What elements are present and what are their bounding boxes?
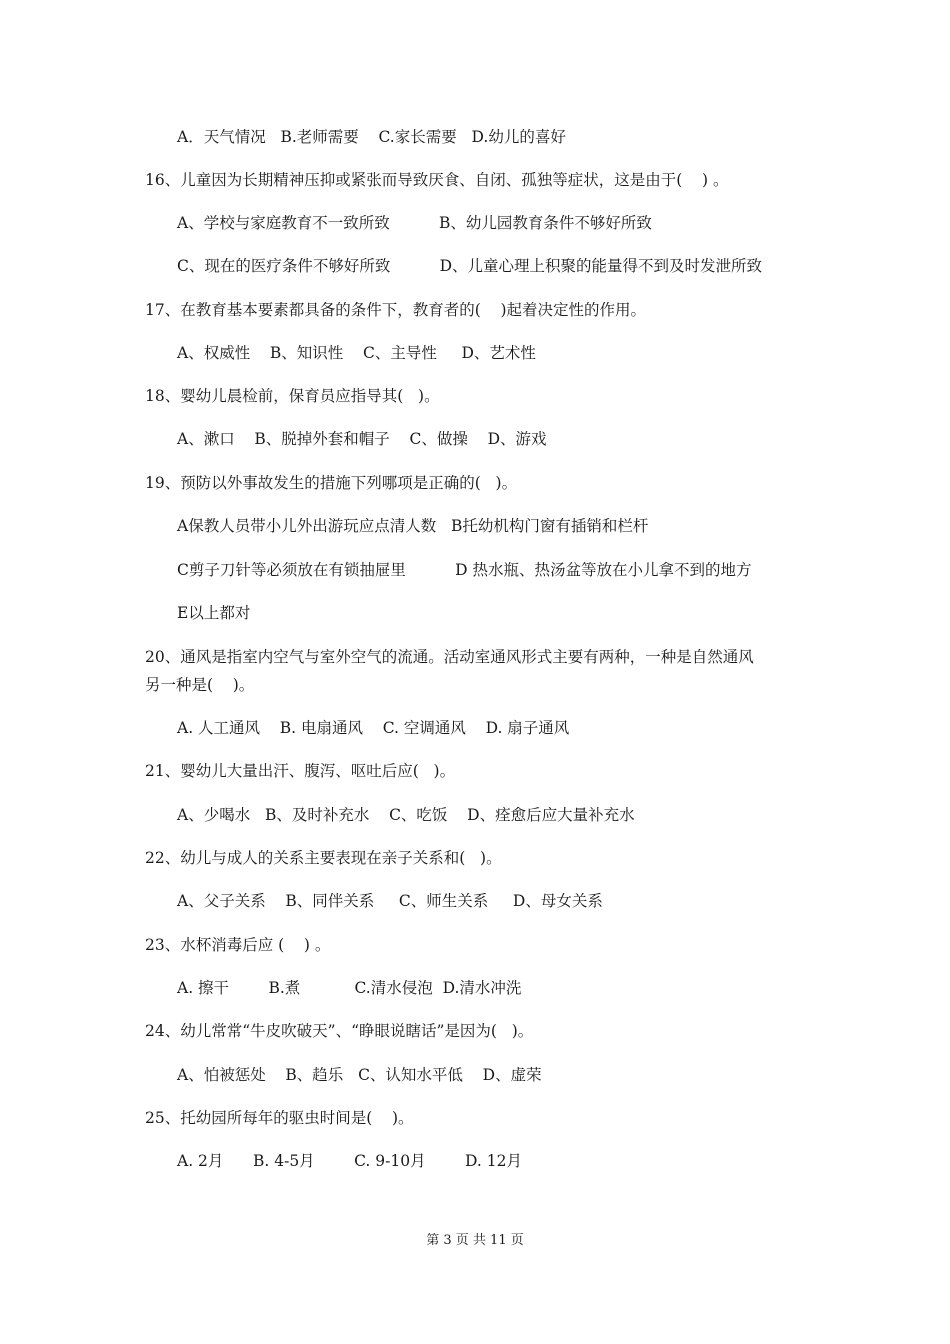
- q19-options-ab: A保教人员带小儿外出游玩应点清人数 B托幼机构门窗有插销和栏杆: [177, 517, 649, 535]
- q18-stem: 18、婴幼儿晨检前，保育员应指导其( )。: [145, 387, 440, 405]
- q20-stem-line1: 20、通风是指室内空气与室外空气的流通。活动室通风形式主要有两种，一种是自然通风: [145, 648, 754, 666]
- q20-stem-line2: 另一种是( )。: [145, 676, 255, 694]
- q25-options: A. 2月 B. 4-5月 C. 9-10月 D. 12月: [177, 1152, 522, 1170]
- q21-options: A、少喝水 B、及时补充水 C、吃饭 D、痊愈后应大量补充水: [177, 806, 635, 824]
- q16-options-cd: C、现在的医疗条件不够好所致 D、儿童心理上积聚的能量得不到及时发泄所致: [177, 257, 763, 275]
- q23-options: A. 擦干 B.煮 C.清水侵泡 D.清水冲洗: [177, 979, 522, 997]
- q24-stem: 24、幼儿常常“牛皮吹破天”、“睁眼说瞎话”是因为( )。: [145, 1022, 534, 1040]
- q19-options-cd: C剪子刀针等必须放在有锁抽屉里 D 热水瓶、热汤盆等放在小儿拿不到的地方: [177, 561, 752, 579]
- q21-stem: 21、婴幼儿大量出汗、腹泻、呕吐后应( )。: [145, 762, 456, 780]
- q22-stem: 22、幼儿与成人的关系主要表现在亲子关系和( )。: [145, 849, 502, 867]
- q19-option-e: E以上都对: [177, 604, 251, 622]
- q16-options-ab: A、学校与家庭教育不一致所致 B、幼儿园教育条件不够好所致: [177, 214, 652, 232]
- q24-options: A、怕被惩处 B、趋乐 C、认知水平低 D、虚荣: [177, 1066, 542, 1084]
- q18-options: A、漱口 B、脱掉外套和帽子 C、做操 D、游戏: [177, 430, 547, 448]
- q19-stem: 19、预防以外事故发生的措施下列哪项是正确的( )。: [145, 474, 518, 492]
- q23-stem: 23、水杯消毒后应 ( ) 。: [145, 936, 331, 954]
- q20-options: A. 人工通风 B. 电扇通风 C. 空调通风 D. 扇子通风: [177, 719, 570, 737]
- q22-options: A、父子关系 B、同伴关系 C、师生关系 D、母女关系: [177, 892, 603, 910]
- q16-stem: 16、儿童因为长期精神压抑或紧张而导致厌食、自闭、孤独等症状，这是由于( ) 。: [145, 171, 729, 189]
- q15-options: A．天气情况 B.老师需要 C.家长需要 D.幼儿的喜好: [177, 128, 566, 146]
- q17-stem: 17、在教育基本要素都具备的条件下，教育者的( )起着决定性的作用。: [145, 301, 647, 319]
- q25-stem: 25、托幼园所每年的驱虫时间是( )。: [145, 1109, 414, 1127]
- page-footer: 第 3 页 共 11 页: [426, 1233, 524, 1248]
- q17-options: A、权威性 B、知识性 C、主导性 D、艺术性: [177, 344, 536, 362]
